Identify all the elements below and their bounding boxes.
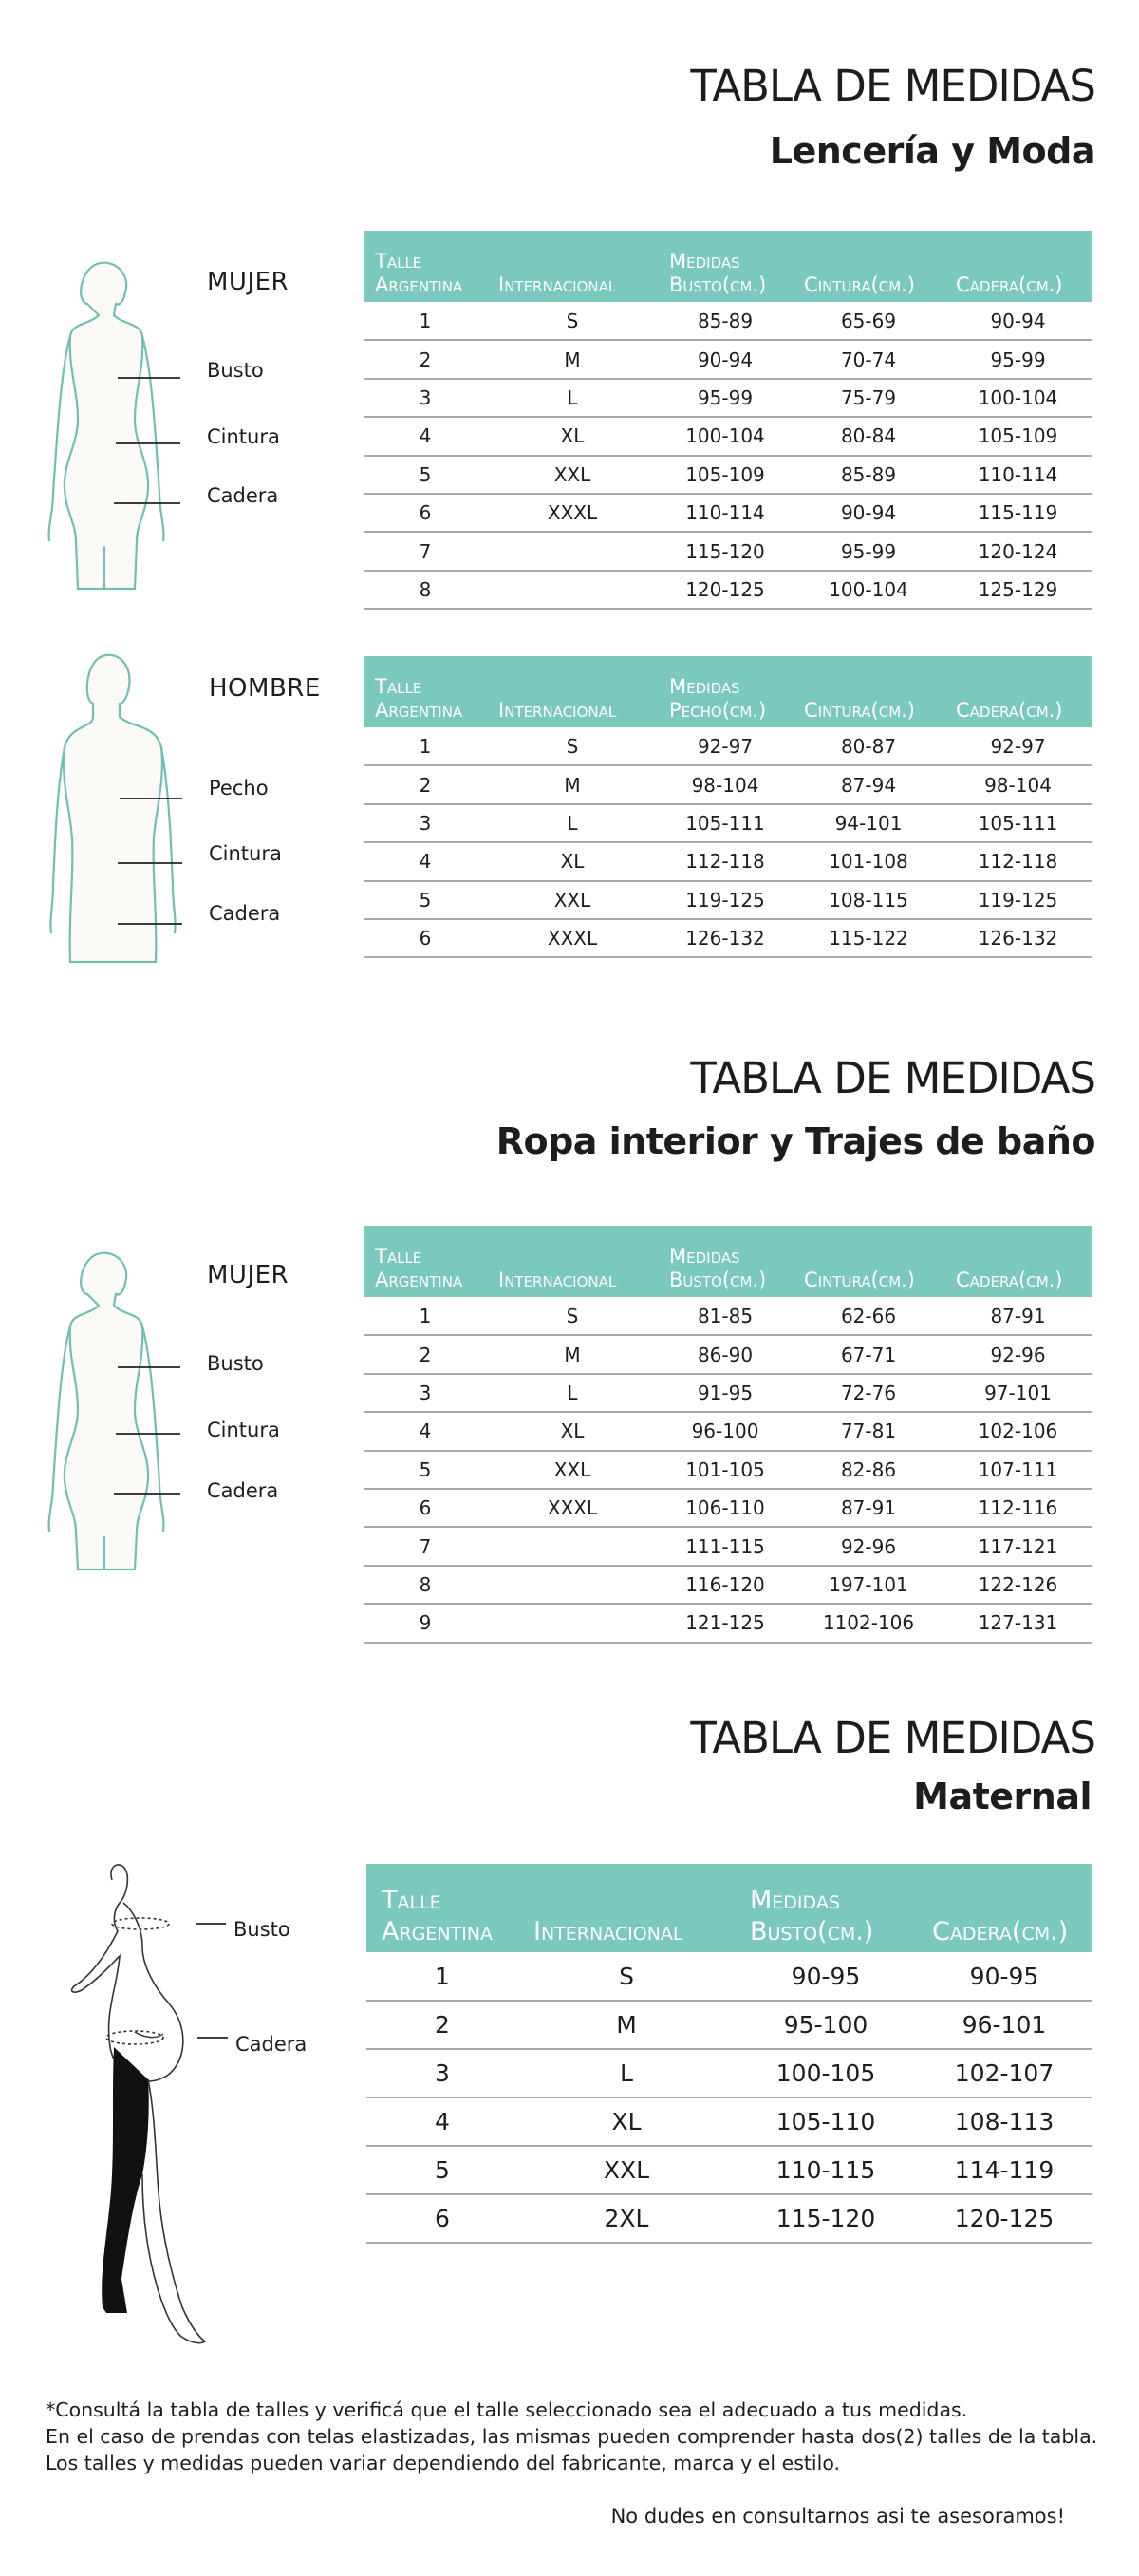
man-body-figure bbox=[38, 649, 182, 967]
section-title-maternal: TABLA DE MEDIDAS bbox=[690, 1713, 1095, 1763]
column-header: Cintura(cm.) bbox=[793, 656, 944, 727]
table-cell: 110-115 bbox=[735, 2146, 917, 2194]
table-cell: 5 bbox=[364, 881, 487, 919]
section-title-lenceria: TABLA DE MEDIDAS bbox=[690, 61, 1095, 111]
table-cell: 1 bbox=[364, 1297, 487, 1335]
table-cell: 4 bbox=[364, 842, 487, 880]
table-row bbox=[364, 804, 1092, 842]
table-header-row bbox=[364, 1226, 1092, 1297]
table-cell: L bbox=[518, 2049, 735, 2097]
table-cell: 1 bbox=[364, 727, 487, 765]
table-cell: 117-121 bbox=[944, 1527, 1092, 1565]
table-cell bbox=[487, 571, 658, 609]
table-cell: 5 bbox=[364, 456, 487, 494]
column-header: Cadera(cm.) bbox=[917, 1864, 1092, 1952]
table-cell: XXL bbox=[487, 456, 658, 494]
table-row bbox=[366, 2146, 1092, 2194]
table-cell bbox=[487, 1604, 658, 1642]
table-cell: 1 bbox=[366, 1952, 518, 2001]
table-cell: 197-101 bbox=[793, 1566, 944, 1604]
size-table-mujer-ropa-interior bbox=[364, 1226, 1092, 1644]
table-cell: 115-122 bbox=[793, 919, 944, 957]
table-cell: 105-110 bbox=[735, 2097, 917, 2146]
table-cell: 6 bbox=[364, 1489, 487, 1527]
table-cell: 108-113 bbox=[917, 2097, 1092, 2146]
column-header: Internacional bbox=[487, 1226, 658, 1297]
table-cell: 97-101 bbox=[944, 1374, 1092, 1412]
column-header: Medidas Pecho(cm.) bbox=[658, 656, 793, 727]
part-label-busto: Busto bbox=[207, 1352, 264, 1375]
table-cell: 5 bbox=[364, 1451, 487, 1489]
table-cell: 67-71 bbox=[793, 1335, 944, 1373]
table-row bbox=[364, 302, 1092, 340]
table-cell: 110-114 bbox=[944, 456, 1092, 494]
table-cell: 102-107 bbox=[917, 2049, 1092, 2097]
table-row bbox=[364, 379, 1092, 417]
table-cell: 127-131 bbox=[944, 1604, 1092, 1642]
table-cell bbox=[487, 1566, 658, 1604]
table-cell: 1102-106 bbox=[793, 1604, 944, 1642]
table-cell: 100-104 bbox=[793, 571, 944, 609]
table-cell: 1 bbox=[364, 302, 487, 340]
woman-body-figure bbox=[38, 256, 180, 593]
table-row bbox=[364, 1374, 1092, 1412]
table-cell: 3 bbox=[364, 1374, 487, 1412]
table-cell: 5 bbox=[366, 2146, 518, 2194]
table-row bbox=[364, 1566, 1092, 1604]
table-cell: 94-101 bbox=[793, 804, 944, 842]
table-cell: 112-116 bbox=[944, 1489, 1092, 1527]
table-cell: 105-111 bbox=[944, 804, 1092, 842]
table-cell: 126-132 bbox=[944, 919, 1092, 957]
table-cell: 114-119 bbox=[917, 2146, 1092, 2194]
part-label-busto: Busto bbox=[207, 359, 264, 382]
table-cell: 92-96 bbox=[793, 1527, 944, 1565]
table-row bbox=[364, 842, 1092, 880]
column-header: Internacional bbox=[487, 231, 658, 302]
table-cell: 98-104 bbox=[658, 765, 793, 803]
table-cell: 87-91 bbox=[793, 1489, 944, 1527]
table-cell: 92-96 bbox=[944, 1335, 1092, 1373]
table-cell: 8 bbox=[364, 571, 487, 609]
table-row bbox=[364, 340, 1092, 378]
column-header: Talle Argentina bbox=[364, 656, 487, 727]
table-cell: 2 bbox=[364, 340, 487, 378]
figure-label-mujer: MUJER bbox=[207, 1261, 289, 1289]
column-header: Talle Argentina bbox=[364, 1226, 487, 1297]
table-cell bbox=[487, 1527, 658, 1565]
table-cell: 100-104 bbox=[944, 379, 1092, 417]
table-cell: 125-129 bbox=[944, 571, 1092, 609]
table-cell: 112-118 bbox=[658, 842, 793, 880]
table-cell: XXL bbox=[518, 2146, 735, 2194]
table-cell: 7 bbox=[364, 532, 487, 570]
section-subtitle-ropa-interior: Ropa interior y Trajes de baño bbox=[495, 1120, 1095, 1162]
column-header: Talle Argentina bbox=[366, 1864, 518, 1952]
table-cell: 90-94 bbox=[793, 494, 944, 532]
table-row bbox=[366, 1952, 1092, 2001]
table-cell: M bbox=[518, 2001, 735, 2049]
table-cell: 102-106 bbox=[944, 1412, 1092, 1450]
table-cell: 126-132 bbox=[658, 919, 793, 957]
table-cell: XXXL bbox=[487, 1489, 658, 1527]
table-cell: 96-101 bbox=[917, 2001, 1092, 2049]
table-header-row bbox=[364, 231, 1092, 302]
table-row bbox=[364, 1489, 1092, 1527]
table-cell: 90-95 bbox=[917, 1952, 1092, 2001]
table-cell: 96-100 bbox=[658, 1412, 793, 1450]
table-row bbox=[366, 2001, 1092, 2049]
part-label-cadera: Cadera bbox=[207, 1479, 279, 1502]
table-cell: 107-111 bbox=[944, 1451, 1092, 1489]
table-cell: 121-125 bbox=[658, 1604, 793, 1642]
table-cell: L bbox=[487, 804, 658, 842]
table-cell: 95-99 bbox=[793, 532, 944, 570]
table-cell: L bbox=[487, 379, 658, 417]
pregnant-woman-figure bbox=[57, 1861, 247, 2355]
table-row bbox=[364, 881, 1092, 919]
table-cell: 101-105 bbox=[658, 1451, 793, 1489]
table-cell: 4 bbox=[364, 417, 487, 455]
table-cell: XXXL bbox=[487, 919, 658, 957]
table-row bbox=[364, 456, 1092, 494]
table-cell: 105-109 bbox=[658, 456, 793, 494]
table-cell: M bbox=[487, 1335, 658, 1373]
table-cell: 2 bbox=[364, 765, 487, 803]
table-cell: 2 bbox=[366, 2001, 518, 2049]
section-title-ropa-interior: TABLA DE MEDIDAS bbox=[690, 1053, 1095, 1103]
table-cell: 101-108 bbox=[793, 842, 944, 880]
table-cell: 4 bbox=[366, 2097, 518, 2146]
column-header: Cadera(cm.) bbox=[944, 656, 1092, 727]
table-row bbox=[364, 765, 1092, 803]
table-cell: 92-97 bbox=[944, 727, 1092, 765]
table-row bbox=[364, 1451, 1092, 1489]
table-cell: 90-95 bbox=[735, 1952, 917, 2001]
note-line: Los talles y medidas pueden variar dependiendo del fabricante, marca y el estilo. bbox=[46, 2451, 841, 2474]
table-cell: 106-110 bbox=[658, 1489, 793, 1527]
part-label-cadera: Cadera bbox=[209, 902, 281, 925]
table-cell: 100-105 bbox=[735, 2049, 917, 2097]
table-cell: M bbox=[487, 765, 658, 803]
column-header: Internacional bbox=[518, 1864, 735, 1952]
table-cell: 85-89 bbox=[658, 302, 793, 340]
table-header-row bbox=[366, 1864, 1092, 1952]
table-cell: 70-74 bbox=[793, 340, 944, 378]
part-label-cadera: Cadera bbox=[207, 484, 279, 507]
note-line: *Consultá la tabla de talles y verificá que el talle seleccionado sea el adecuado a tus medidas. bbox=[46, 2398, 968, 2421]
table-cell: XXL bbox=[487, 881, 658, 919]
table-cell: 120-125 bbox=[658, 571, 793, 609]
woman-body-figure bbox=[38, 1247, 180, 1574]
table-row bbox=[366, 2049, 1092, 2097]
table-cell: 65-69 bbox=[793, 302, 944, 340]
part-label-busto: Busto bbox=[233, 1918, 290, 1941]
column-header: Cintura(cm.) bbox=[793, 1226, 944, 1297]
table-cell: 9 bbox=[364, 1604, 487, 1642]
table-cell: XL bbox=[487, 1412, 658, 1450]
table-cell: XL bbox=[518, 2097, 735, 2146]
part-label-pecho: Pecho bbox=[209, 777, 269, 799]
table-row bbox=[364, 571, 1092, 609]
table-cell: 92-97 bbox=[658, 727, 793, 765]
table-cell: L bbox=[487, 1374, 658, 1412]
part-label-cadera: Cadera bbox=[235, 2033, 308, 2056]
table-row bbox=[364, 1297, 1092, 1335]
table-cell: 80-87 bbox=[793, 727, 944, 765]
table-cell: 119-125 bbox=[944, 881, 1092, 919]
figure-label-mujer: MUJER bbox=[207, 268, 289, 296]
table-cell: 3 bbox=[364, 804, 487, 842]
table-cell: 122-126 bbox=[944, 1566, 1092, 1604]
table-cell: XL bbox=[487, 417, 658, 455]
table-cell: 115-120 bbox=[658, 532, 793, 570]
table-cell: 3 bbox=[366, 2049, 518, 2097]
table-cell: 87-91 bbox=[944, 1297, 1092, 1335]
table-cell: 81-85 bbox=[658, 1297, 793, 1335]
table-cell: 87-94 bbox=[793, 765, 944, 803]
size-table-hombre bbox=[364, 656, 1092, 958]
table-row bbox=[364, 1527, 1092, 1565]
table-cell: 7 bbox=[364, 1527, 487, 1565]
table-row bbox=[364, 1335, 1092, 1373]
table-cell: 95-99 bbox=[944, 340, 1092, 378]
table-cell: 105-111 bbox=[658, 804, 793, 842]
table-cell: XXXL bbox=[487, 494, 658, 532]
table-row bbox=[364, 532, 1092, 570]
table-cell: 2 bbox=[364, 1335, 487, 1373]
table-cell: 116-120 bbox=[658, 1566, 793, 1604]
table-header-row bbox=[364, 656, 1092, 727]
table-cell: M bbox=[487, 340, 658, 378]
table-cell: 80-84 bbox=[793, 417, 944, 455]
footer-notes bbox=[46, 2397, 1097, 2477]
table-cell: 110-114 bbox=[658, 494, 793, 532]
table-cell: 120-124 bbox=[944, 532, 1092, 570]
table-cell: 2XL bbox=[518, 2194, 735, 2243]
table-body bbox=[364, 302, 1092, 609]
table-cell: 90-94 bbox=[658, 340, 793, 378]
table-cell: 6 bbox=[366, 2194, 518, 2243]
table-cell: 108-115 bbox=[793, 881, 944, 919]
size-table-maternal bbox=[366, 1864, 1092, 2244]
table-cell: 3 bbox=[364, 379, 487, 417]
table-cell: 82-86 bbox=[793, 1451, 944, 1489]
table-cell: 111-115 bbox=[658, 1527, 793, 1565]
part-label-cintura: Cintura bbox=[209, 842, 282, 865]
table-cell: 95-99 bbox=[658, 379, 793, 417]
table-cell: 115-120 bbox=[735, 2194, 917, 2243]
table-cell bbox=[487, 532, 658, 570]
size-table-mujer-lenceria bbox=[364, 231, 1092, 610]
table-cell: 77-81 bbox=[793, 1412, 944, 1450]
column-header: Medidas Busto(cm.) bbox=[658, 1226, 793, 1297]
table-cell: 62-66 bbox=[793, 1297, 944, 1335]
table-body bbox=[364, 1297, 1092, 1643]
column-header: Cadera(cm.) bbox=[944, 231, 1092, 302]
table-row bbox=[366, 2194, 1092, 2243]
table-cell: S bbox=[518, 1952, 735, 2001]
figure-label-hombre: HOMBRE bbox=[209, 674, 321, 703]
table-cell: 8 bbox=[364, 1566, 487, 1604]
table-cell: 6 bbox=[364, 494, 487, 532]
column-header: Internacional bbox=[487, 656, 658, 727]
section-subtitle-maternal: Maternal bbox=[913, 1776, 1092, 1817]
table-cell: 98-104 bbox=[944, 765, 1092, 803]
table-cell: S bbox=[487, 1297, 658, 1335]
column-header: Medidas Busto(cm.) bbox=[658, 231, 793, 302]
table-cell: 120-125 bbox=[917, 2194, 1092, 2243]
table-cell: S bbox=[487, 302, 658, 340]
table-body bbox=[366, 1952, 1092, 2243]
table-row bbox=[364, 417, 1092, 455]
column-header: Medidas Busto(cm.) bbox=[735, 1864, 917, 1952]
table-cell: 85-89 bbox=[793, 456, 944, 494]
note-line: En el caso de prendas con telas elastizadas, las mismas pueden comprender hasta dos(2) talles de la tabla. bbox=[46, 2424, 1098, 2448]
table-cell: S bbox=[487, 727, 658, 765]
column-header: Cintura(cm.) bbox=[793, 231, 944, 302]
table-cell: 119-125 bbox=[658, 881, 793, 919]
table-cell: 6 bbox=[364, 919, 487, 957]
closing-message: No dudes en consultarnos asi te asesoramos! bbox=[610, 2505, 1065, 2528]
table-cell: 115-119 bbox=[944, 494, 1092, 532]
table-row bbox=[364, 727, 1092, 765]
table-cell: 4 bbox=[364, 1412, 487, 1450]
table-cell: 91-95 bbox=[658, 1374, 793, 1412]
column-header: Cadera(cm.) bbox=[944, 1226, 1092, 1297]
table-row bbox=[364, 1604, 1092, 1642]
column-header: Talle Argentina bbox=[364, 231, 487, 302]
table-row bbox=[366, 2097, 1092, 2146]
table-row bbox=[364, 494, 1092, 532]
table-cell: 72-76 bbox=[793, 1374, 944, 1412]
table-cell: XXL bbox=[487, 1451, 658, 1489]
table-row bbox=[364, 919, 1092, 957]
table-cell: 105-109 bbox=[944, 417, 1092, 455]
table-cell: 112-118 bbox=[944, 842, 1092, 880]
table-cell: 75-79 bbox=[793, 379, 944, 417]
table-cell: XL bbox=[487, 842, 658, 880]
table-body bbox=[364, 727, 1092, 957]
table-cell: 86-90 bbox=[658, 1335, 793, 1373]
part-label-cintura: Cintura bbox=[207, 1419, 280, 1441]
table-cell: 100-104 bbox=[658, 417, 793, 455]
part-label-cintura: Cintura bbox=[207, 425, 280, 448]
table-cell: 95-100 bbox=[735, 2001, 917, 2049]
table-row bbox=[364, 1412, 1092, 1450]
table-cell: 90-94 bbox=[944, 302, 1092, 340]
section-subtitle-lenceria: Lencería y Moda bbox=[769, 130, 1095, 172]
